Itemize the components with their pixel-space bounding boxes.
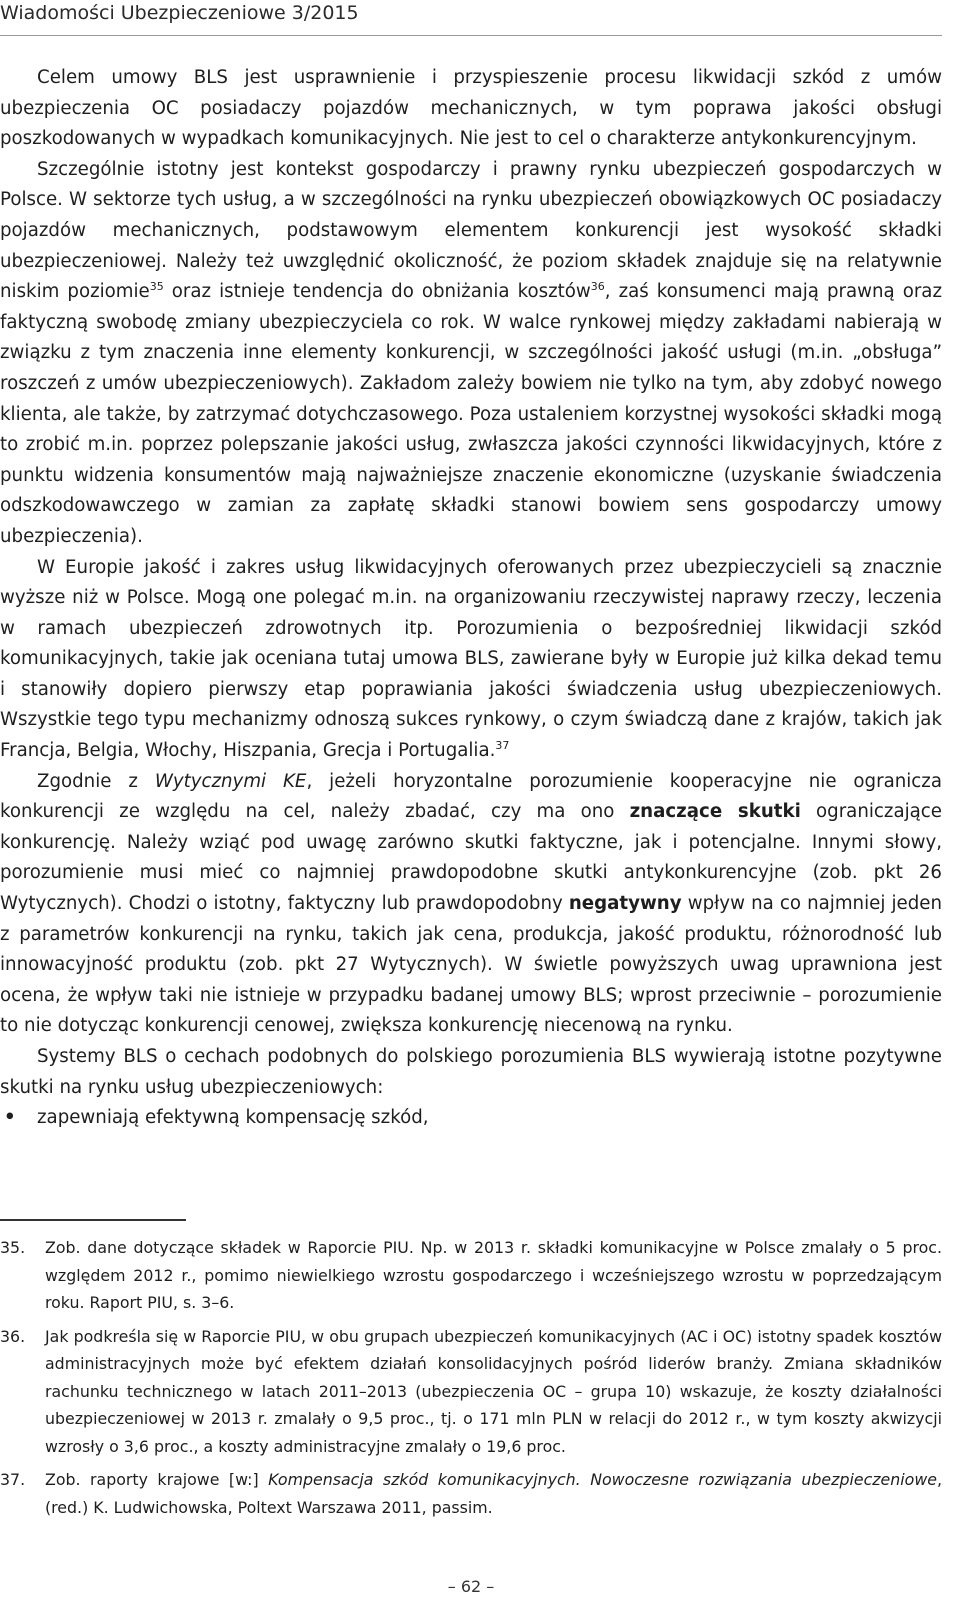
paragraph-4-text-d: wpływ na co najmniej jeden z parametrów konkurencji na rynku, takich jak cena, produkcja, jakość produktu, różnorodność lub innowacyjność produktu (zob. pkt 27 Wytycznych). W świetle powyższych uwag uprawniona jest ocena, że wpływ taki nie istnieje w przypadku badanej umowy BLS; wprost przeciwnie – porozumienie to nie dotycząc konkurencji cenowej, zwiększa konkurencję niecenową na rynku. bbox=[0, 893, 942, 1037]
footnotes bbox=[0, 1234, 942, 1527]
footnote-book-title: Kompensacja szkód komunikacyjnych. Nowoczesne rozwiązania ubezpieczeniowe bbox=[268, 1470, 937, 1489]
paragraph-4-text-b: , jeżeli horyzontalne porozumienie kooperacyjne nie ogranicza konkurencji ze względu na cel, należy zbadać, czy ma ono bbox=[0, 770, 943, 823]
page-number: – 62 – bbox=[447, 1577, 495, 1596]
paragraph-4 bbox=[0, 767, 942, 1042]
header-divider bbox=[0, 35, 942, 36]
emphasis-significant-effects: znaczące skutki bbox=[629, 801, 801, 823]
paragraph-2 bbox=[0, 155, 942, 553]
paragraph-2-text-b: oraz istnieje tendencja do obniżania kosztów bbox=[163, 281, 591, 303]
footnote-36 bbox=[0, 1323, 942, 1461]
bullet-list bbox=[0, 1103, 942, 1134]
footnote-number: 35. bbox=[0, 1238, 26, 1257]
footnote-35 bbox=[0, 1234, 942, 1317]
paragraph-1: Celem umowy BLS jest usprawnienie i przyspieszenie procesu likwidacji szkód z umów ubezpieczenia OC posiadaczy pojazdów mechanicznych, w tym poprawa jakości obsługi poszkodowanych w wypadkach komunikacyjnych. Nie jest to cel o charakterze antykonkurencyjnym. bbox=[0, 67, 942, 150]
paragraph-3-text: W Europie jakość i zakres usług likwidacyjnych oferowanych przez ubezpieczycieli są znacznie wyższe niż w Polsce. Mogą one polegać m.in. na organizowaniu rzeczywistej naprawy rzeczy, leczenia w ramach ubezpieczeń zdrowotnych itp. Porozumienia o bezpośredniej likwidacji szkód komunikacyjnych, takie jak oceniana tutaj umowa BLS, zawierane były w Europie już kilka dekad temu i stanowiły dopiero pierwszy etap poprawiania jakości świadczenia usług ubezpieczeniowych. Wszystkie tego typu mechanizmy odnoszą sukces rynkowy, o czym świadczą dane z krajów, takich jak Francja, Belgia, Włochy, Hiszpania, Grecja i Portugalia. bbox=[0, 556, 942, 762]
paragraph-3 bbox=[0, 553, 942, 767]
footnote-text-a: Zob. raporty krajowe [w:] bbox=[45, 1470, 269, 1489]
paragraph-2-text-a: Szczególnie istotny jest kontekst gospodarczy i prawny rynku ubezpieczeń gospodarczych w Polsce. W sektorze tych usług, a w szczególności na rynku ubezpieczeń obowiązkowych OC posiadaczy pojazdów mechanicznych, podstawowym elementem konkurencji jest wysokość składki ubezpieczeniowej. Należy też uwzględnić okoliczność, że poziom składek znajduje się na relatywnie niskim poziomie bbox=[0, 158, 942, 303]
article-body bbox=[0, 63, 942, 1134]
footnote-ref-35[interactable]: 35 bbox=[149, 280, 164, 294]
list-item-text: zapewniają efektywną kompensację szkód, bbox=[37, 1107, 429, 1129]
running-header bbox=[0, 0, 960, 30]
paragraph-2-text-c: , zaś konsumenci mają prawną oraz faktyczną swobodę zmiany ubezpieczyciela co rok. W walce rynkowej między zakładami nabierają w związku z tym znaczenia inne elementy konkurencji, w szczególności jakość usługi (m.in. „obsługa” roszczeń z umów ubezpieczeniowych). Zakładom zależy bowiem nie tylko na tym, aby zdobyć nowego klienta, ale także, by zatrzymać dotychczasowego. Poza ustaleniem korzystnej wysokości składki mogą to zrobić m.in. poprzez polepszanie jakości usług, zwłaszcza jakości czynności likwidacyjnych, które z punktu widzenia konsumentów mają najważniejsze znaczenie ekonomiczne (uzyskanie świadczenia odszkodowawczego w zamian za zapłatę składki stanowi bowiem sens gospodarczy umowy ubezpieczenia). bbox=[0, 281, 942, 547]
footnote-ref-37[interactable]: 37 bbox=[495, 739, 510, 753]
footnote-separator bbox=[0, 1219, 186, 1221]
paragraph-4-text-c: ograniczające konkurencję. Należy wziąć pod uwagę zarówno skutki faktyczne, jak i potencjalne. Innymi słowy, porozumienie musi mieć co najmniej prawdopodobne skutki antykonkurencyjne (zob. pkt 26 Wytycznych). Chodzi o istotny, faktyczny lub prawdopodobny bbox=[0, 801, 942, 915]
journal-title: Wiadomości Ubezpieczeniowe 3/2015 bbox=[0, 2, 359, 24]
footnote-text: Jak podkreśla się w Raporcie PIU, w obu grupach ubezpieczeń komunikacyjnych (AC i OC) istotny spadek kosztów administracyjnych może być efektem działań konsolidacyjnych pośród liderów branży. Zmiana składników rachunku technicznego w latach 2011–2013 (ubezpieczenia OC – grupa 10) wskazuje, że koszty działalności ubezpieczeniowej w 2013 r. zmalały o 9,5 proc., tj. o 171 mln PLN w relacji do 2012 r., w tym koszty akwizycji wzrosły o 3,6 proc., a koszty administracyjne zmalały o 19,6 proc. bbox=[45, 1326, 942, 1456]
guidelines-title: Wytycznymi KE bbox=[154, 770, 307, 792]
bullet-icon: • bbox=[4, 1107, 16, 1129]
footnote-text-b: , (red.) K. Ludwichowska, Poltext Warszawa 2011, passim. bbox=[45, 1470, 943, 1517]
list-item bbox=[0, 1103, 942, 1134]
footnote-number: 36. bbox=[0, 1326, 26, 1346]
emphasis-negative: negatywny bbox=[568, 893, 682, 915]
footnote-text: Zob. dane dotyczące składek w Raporcie PIU. Np. w 2013 r. składki komunikacyjne w Polsce zmalały o 5 proc. względem 2012 r., pomimo niewielkiego wzrostu gospodarczego i wcześniejszego wzrostu w poprzedzającym roku. Raport PIU, s. 3–6. bbox=[45, 1238, 942, 1312]
footnote-37 bbox=[0, 1466, 942, 1521]
paragraph-5: Systemy BLS o cechach podobnych do polskiego porozumienia BLS wywierają istotne pozytywne skutki na rynku usług ubezpieczeniowych: bbox=[0, 1046, 942, 1098]
paragraph-4-text-a: Zgodnie z bbox=[37, 770, 155, 792]
footnote-ref-36[interactable]: 36 bbox=[590, 280, 605, 294]
footnote-number: 37. bbox=[0, 1470, 26, 1489]
